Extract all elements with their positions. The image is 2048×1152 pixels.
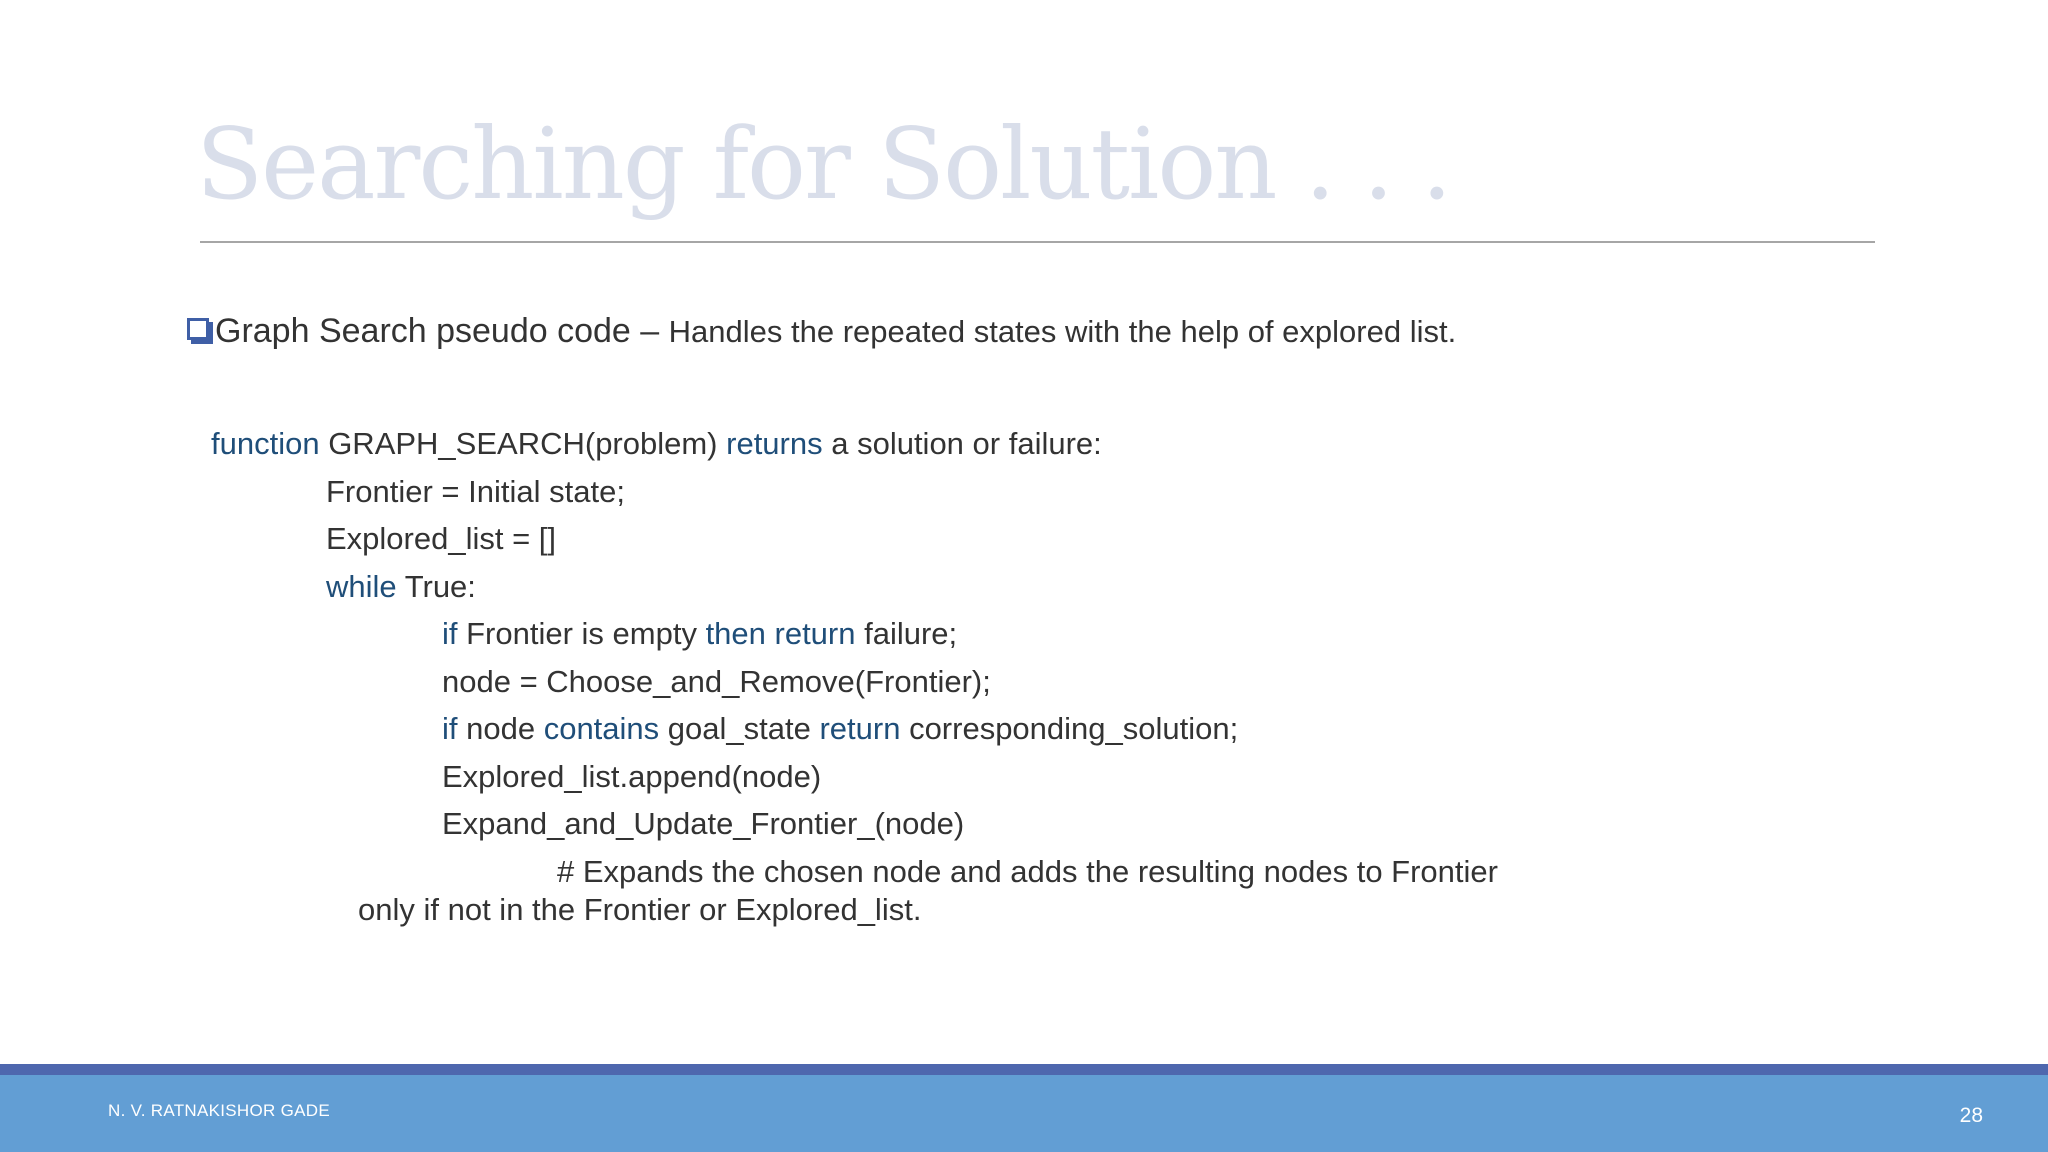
code-keyword: function [211,426,320,461]
footer-accent-band [0,1064,2048,1075]
code-text: True: [396,569,476,604]
code-keyword: if [442,616,458,651]
code-line-4 [326,567,476,607]
code-comment-line-1: # Expands the chosen node and adds the resulting nodes to Frontier [557,854,1498,889]
code-keyword: returns [726,426,823,461]
square-bullet-icon [187,318,209,340]
code-comment-line-2: only if not in the Frontier or Explored_list. [358,892,922,927]
code-keyword: return [819,711,901,746]
code-text: a solution or failure: [822,426,1102,461]
code-text: GRAPH_SEARCH(problem) [319,426,727,461]
footer-author: N. V. RATNAKISHOR GADE [108,1101,330,1120]
code-keyword: then return [705,616,856,651]
title-divider [200,241,1875,243]
code-line-1 [211,424,1102,464]
code-text: Frontier is empty [457,616,706,651]
code-text: node [457,711,544,746]
page-number: 28 [1959,1104,1983,1127]
bullet-heading: Graph Search pseudo code [215,312,631,350]
code-text: goal_state [659,711,820,746]
code-keyword: if [442,711,458,746]
code-line-8: Explored_list.append(node) [442,759,822,794]
slide-title: Searching for Solution . . . [196,108,1451,222]
code-line-9: Expand_and_Update_Frontier_(node) [442,806,965,841]
code-line-3: Explored_list = [] [326,521,557,556]
code-keyword: while [326,569,397,604]
code-text: failure; [855,616,958,651]
code-text: corresponding_solution; [900,711,1239,746]
code-line-2: Frontier = Initial state; [326,474,625,509]
bullet-description: Handles the repeated states with the help of explored list. [668,314,1457,349]
bullet-separator: – [630,312,669,350]
code-line-7 [442,709,1238,749]
bullet-item [187,312,1456,351]
code-line-5 [442,614,957,654]
code-keyword: contains [543,711,660,746]
code-line-6: node = Choose_and_Remove(Frontier); [442,664,991,699]
